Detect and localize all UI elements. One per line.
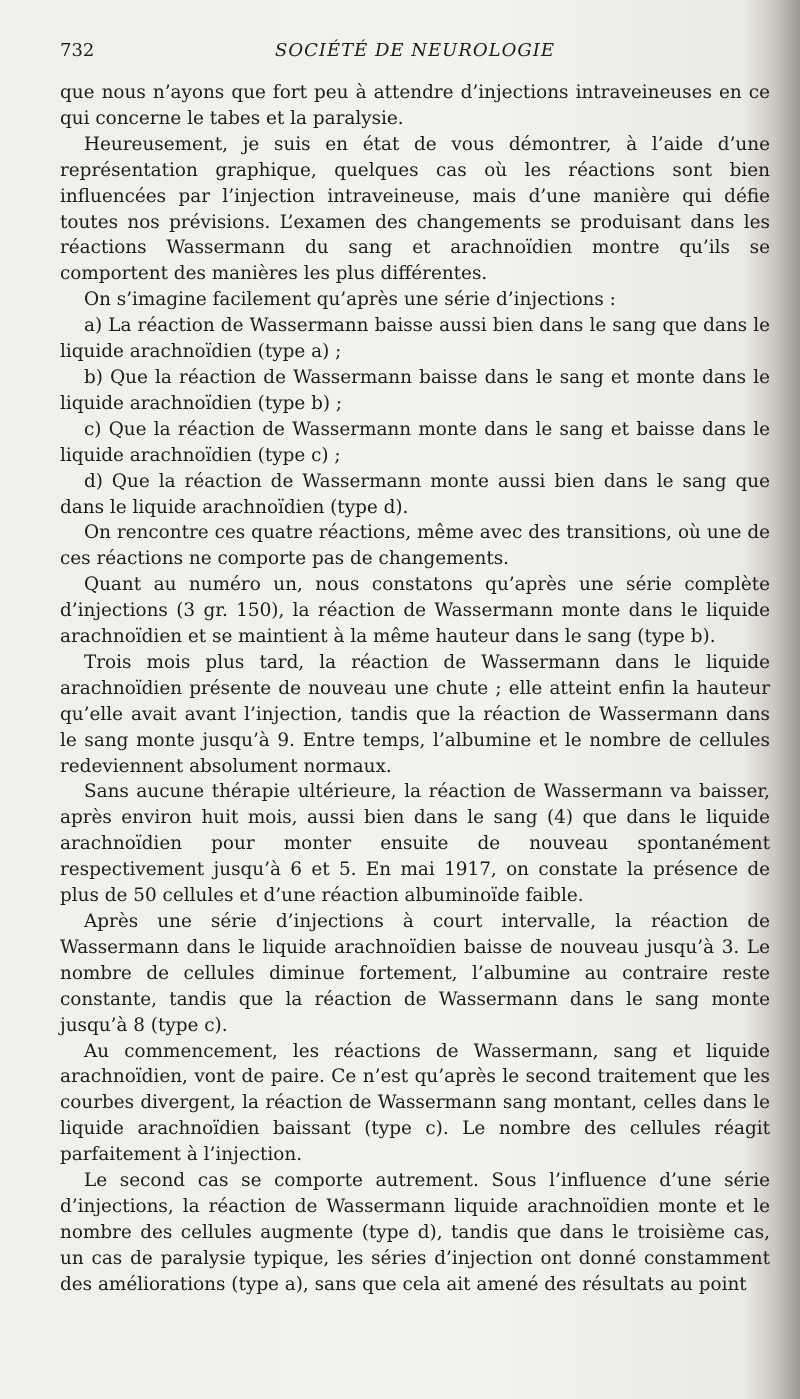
paragraph: Après une série d’injections à court intervalle, la réaction de Wassermann dans le liquide arachnoïdien baisse de nouveau jusqu’à 3. Le nombre de cellules diminue fortement, l’albumine au contraire reste constante, tandis que la réaction de Wassermann dans le sang monte jusqu’à 8 (type c). [60,911,770,1036]
list-item-a: a) La réaction de Wassermann baisse aussi bien dans le sang que dans le liquide arachnoïdien (type a) ; [60,315,770,363]
list-item-b: b) Que la réaction de Wassermann baisse dans le sang et monte dans le liquide arachnoïdien (type b) ; [60,366,770,414]
page-number: 732 [60,40,95,61]
list-item-d: d) Que la réaction de Wassermann monte aussi bien dans le sang que dans le liquide arachnoïdien (type d). [60,470,770,518]
running-title: SOCIÉTÉ DE NEUROLOGIE [275,40,555,61]
page-header [60,40,770,64]
paragraph: On rencontre ces quatre réactions, même avec des transitions, où une de ces réactions ne comporte pas de changements. [60,522,770,570]
paragraph: Le second cas se comporte autrement. Sous l’influence d’une série d’injections, la réaction de Wassermann liquide arachnoïdien monte et le nombre des cellules augmente (type d), tandis que dans le troisième cas, un cas de paralysie typique, les séries d’injection ont donné constamment des améliorations (type a), sans que cela ait amené des résultats au point [60,1170,770,1295]
paragraph: Sans aucune thérapie ultérieure, la réaction de Wassermann va baisser, après environ huit mois, aussi bien dans le sang (4) que dans le liquide arachnoïdien pour monter ensuite de nouveau spontanément respectivement jusqu’à 6 et 5. En mai 1917, on constate la présence de plus de 50 cellules et d’une réaction albuminoïde faible. [60,781,770,907]
paragraph: Trois mois plus tard, la réaction de Wassermann dans le liquide arachnoïdien présente de nouveau une chute ; elle atteint enfin la hauteur qu’elle avait avant l’injection, tandis que la réaction de Wassermann dans le sang monte jusqu’à 9. Entre temps, l’albumine et le nombre de cellules redeviennent absolument normaux. [60,651,770,777]
paragraph: que nous n’ayons que fort peu à attendre d’injections intraveineuses en ce qui concerne le tabes et la paralysie. [60,82,770,129]
paragraph: Quant au numéro un, nous constatons qu’après une série complète d’injections (3 gr. 150), la réaction de Wassermann monte dans le liquide arachnoïdien et se maintient à la même hauteur dans le sang (type b). [60,574,770,648]
body-text [60,80,770,1298]
paragraph: Heureusement, je suis en état de vous démontrer, à l’aide d’une représentation graphique, quelques cas où les réactions sont bien influencées par l’injection intraveineuse, mais d’une manière qui défie toutes nos prévisions. L’examen des changements se produisant dans les réactions Wassermann du sang et arachnoïdien montre qu’ils se comportent des manières les plus différentes. [60,133,770,285]
list-item-c: c) Que la réaction de Wassermann monte dans le sang et baisse dans le liquide arachnoïdien (type c) ; [60,418,770,466]
paragraph: Au commencement, les réactions de Wassermann, sang et liquide arachnoïdien, vont de paire. Ce n’est qu’après le second traitement que les courbes divergent, la réaction de Wassermann sang montant, celles dans le liquide arachnoïdien baissant (type c). Le nombre des cellules réagit parfaitement à l’injection. [60,1040,770,1166]
paragraph: On s’imagine facilement qu’après une série d’injections : [84,289,616,311]
